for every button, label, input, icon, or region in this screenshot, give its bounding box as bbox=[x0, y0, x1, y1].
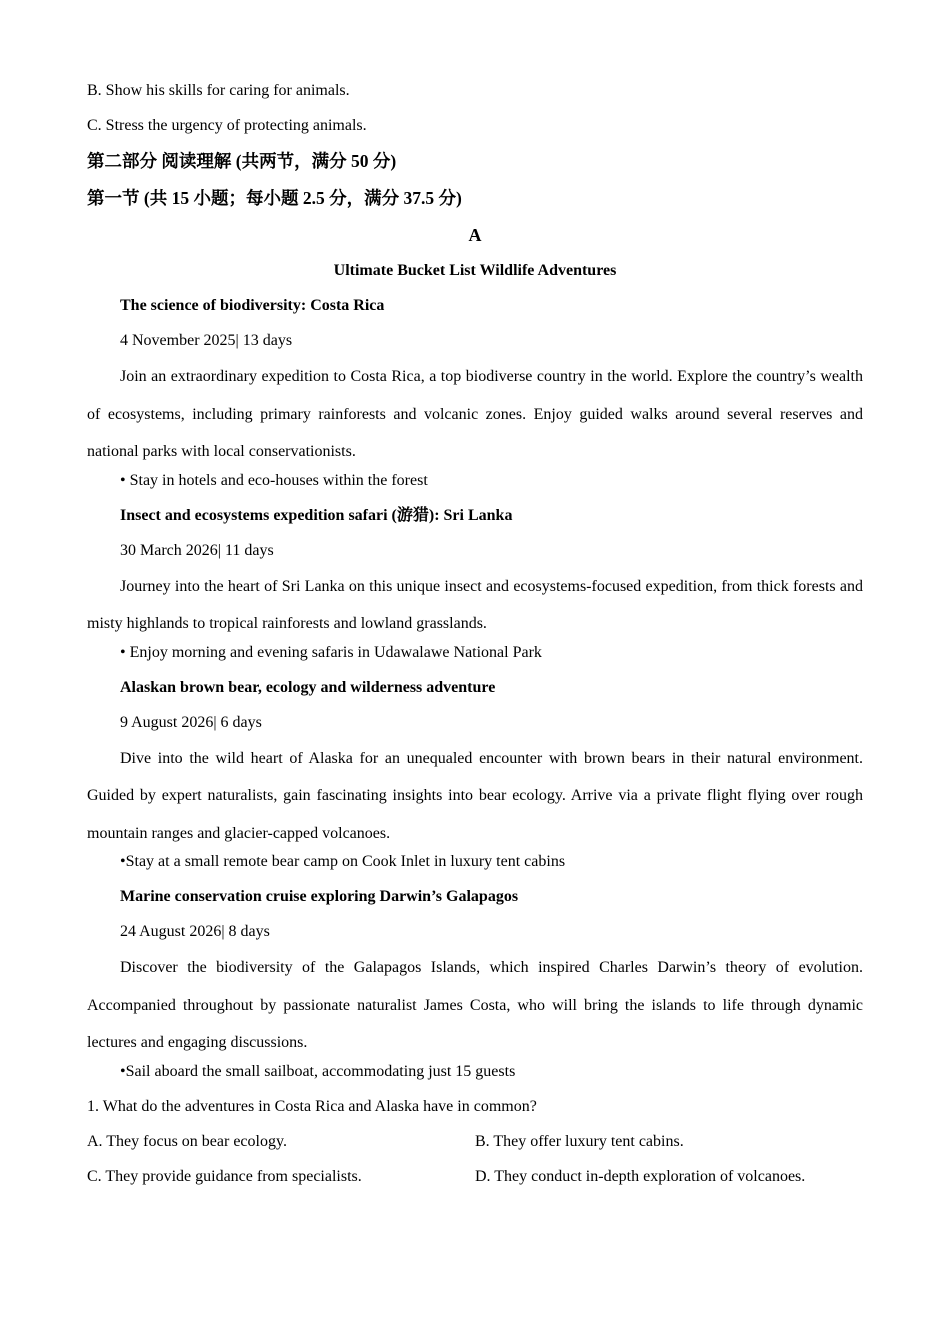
trip-highlight: • Stay in hotels and eco-houses within the forest bbox=[120, 471, 428, 489]
passage-title: Ultimate Bucket List Wildlife Adventures bbox=[333, 262, 617, 279]
trip-description: Journey into the heart of Sri Lanka on this unique insect and ecosystems-focused expedition, from thick forests and misty highlands to tropical rainforests and lowland grasslands. bbox=[87, 577, 863, 632]
trip-name: The science of biodiversity: Costa Rica bbox=[120, 297, 385, 314]
exam-page bbox=[87, 78, 863, 1199]
trip-highlight: • Enjoy morning and evening safaris in Udawalawe National Park bbox=[120, 643, 542, 661]
option-b: B. They offer luxury tent cabins. bbox=[475, 1132, 684, 1150]
sub-heading: 第一节 (共 15 小题；每小题 2.5 分，满分 37.5 分) bbox=[87, 188, 462, 208]
trip-name: Insect and ecosystems expedition safari (游猎): Sri Lanka bbox=[120, 506, 513, 524]
part-heading: 第二部分 阅读理解 (共两节，满分 50 分) bbox=[87, 151, 397, 171]
trip-date: 9 August 2026| 6 days bbox=[120, 713, 262, 731]
trip-highlight: •Sail aboard the small sailboat, accommodating just 15 guests bbox=[120, 1062, 516, 1080]
trip-name: Alaskan brown bear, ecology and wilderness adventure bbox=[120, 678, 496, 696]
trip-date: 24 August 2026| 8 days bbox=[120, 923, 270, 940]
trip-name: Marine conservation cruise exploring Darwin’s Galapagos bbox=[120, 888, 519, 905]
options-row bbox=[87, 1129, 863, 1164]
options-row bbox=[87, 1164, 863, 1199]
prev-option-b: B. Show his skills for caring for animals. bbox=[87, 82, 350, 99]
trip-highlight: •Stay at a small remote bear camp on Cook Inlet in luxury tent cabins bbox=[120, 853, 566, 870]
option-a: A. They focus on bear ecology. bbox=[87, 1132, 287, 1150]
trip-description: Discover the biodiversity of the Galapagos Islands, which inspired Charles Darwin’s theory of evolution. Accompanied throughout by passionate naturalist James Costa, who will bring the islands to life through dynamic lectures and engaging discussions. bbox=[87, 959, 863, 1051]
option-c: C. They provide guidance from specialists. bbox=[87, 1167, 362, 1185]
question-stem: 1. What do the adventures in Costa Rica and Alaska have in common? bbox=[87, 1097, 537, 1115]
passage-label: A bbox=[468, 225, 482, 245]
trip-description: Dive into the wild heart of Alaska for an unequaled encounter with brown bears in their natural environment. Guided by expert naturalists, gain fascinating insights into bear ecology. Arrive via a private flight flying over rough mountain ranges and glacier-capped volcanoes. bbox=[87, 749, 863, 842]
option-d: D. They conduct in-depth exploration of volcanoes. bbox=[475, 1167, 806, 1185]
prev-option-c: C. Stress the urgency of protecting animals. bbox=[87, 117, 367, 134]
trip-date: 4 November 2025| 13 days bbox=[120, 332, 293, 349]
trip-description: Join an extraordinary expedition to Costa Rica, a top biodiverse country in the world. Explore the country’s wealth of ecosystems, including primary rainforests and volcanic zones. Enjoy guided walks around several reserves and national parks with local conservationists. bbox=[87, 368, 863, 460]
trip-date: 30 March 2026| 11 days bbox=[120, 541, 274, 559]
